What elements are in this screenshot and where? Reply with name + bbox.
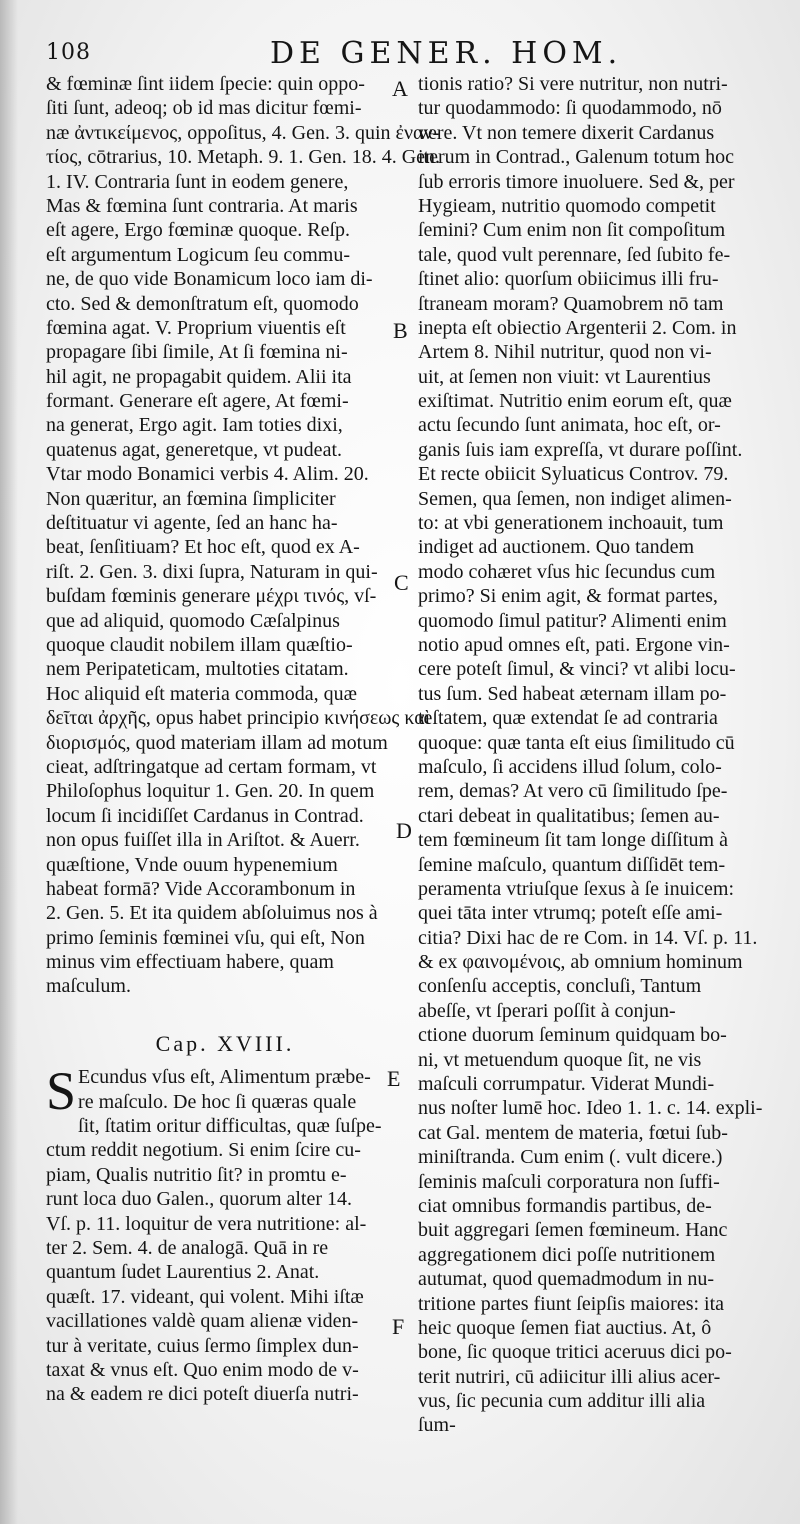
text-line: hil agit, ne propagabit quidem. Alii ita — [46, 365, 352, 388]
text-line: quei tāta inter vtrumq; poteſt eſſe ami- — [418, 902, 723, 925]
text-line: tionis ratio? Si vere nutritur, non nutri- — [418, 73, 728, 95]
text-line: Hoc aliquid eſt materia commoda, quæ — [46, 682, 358, 705]
text-line: na generat, Ergo agit. Iam toties dixi, — [46, 414, 343, 437]
text-line: tale, quod vult perennare, ſed ſubito fe- — [418, 243, 731, 266]
text-line: ni, vt metuendum quoque ſit, ne vis — [418, 1048, 702, 1071]
text-line: vus, ſic pecunia cum additur illi alia — [418, 1390, 706, 1413]
text-line: fœmina agat. V. Proprium viuentis eſt — [46, 316, 346, 339]
text-line: aggregationem dici poſſe nutritionem — [418, 1243, 716, 1266]
text-line: quæſtione, Vnde ouum hypenemium — [46, 853, 338, 876]
text-line: teſtatem, quæ extendat ſe ad contraria — [418, 707, 718, 730]
text-line: notio apud omnes eſt, pati. Ergone vin- — [418, 633, 730, 656]
chapter-opening — [46, 1061, 384, 1122]
text-line: primo? Si enim agit, & format partes, — [418, 585, 718, 608]
text-line: ctione duorum ſeminum quidquam bo- — [418, 1024, 727, 1047]
text-line: ſemini? Cum enim non ſit compoſitum — [418, 219, 726, 242]
text-line: uit, at ſemen non viuit: vt Laurentius — [418, 365, 711, 388]
text-line: 2. Gen. 5. Et ita quidem abſoluimus nos à — [46, 902, 378, 925]
text-line: maſculi corrumpatur. Viderat Mundi- — [418, 1073, 715, 1096]
text-line: beat, ſenſitiuam? Et hoc eſt, quod ex A- — [46, 536, 360, 559]
text-line: tur à veritate, cuius ſermo ſimplex dun- — [46, 1334, 359, 1357]
text-line: cat Gal. mentem de materia, fœtui ſub- — [418, 1121, 728, 1144]
page-header — [40, 32, 780, 72]
text-line: taxat & vnus eſt. Quo enim modo de v- — [46, 1358, 359, 1381]
text-line: quantum ſudet Laurentius 2. Anat. — [46, 1261, 320, 1284]
text-line: conſenſu acceptis, concluſi, Tantum — [418, 975, 702, 998]
text-line: buſdam fœminis generare μέχρι τινός, vſ- — [46, 585, 377, 608]
text-line: terit nutriri, cū adiicitur illi alius acer- — [418, 1365, 721, 1388]
text-line: na & eadem re dici poteſt diuerſa nutri- — [46, 1383, 359, 1406]
text-line: heic quoque ſemen fiat auctius. At, ô — [418, 1316, 712, 1339]
text-line: quoque claudit nobilem illam quæſtio- — [46, 633, 353, 656]
text-line: iterum in Contrad., Galenum totum hoc — [418, 146, 735, 169]
text-line: ſiti ſunt, adeoq; ob id mas dicitur fœmi- — [46, 97, 362, 120]
text-line: vere. Vt non temere dixerit Cardanus — [418, 121, 715, 144]
text-line: locum ſi incidiſſet Cardanus in Contrad. — [46, 804, 364, 827]
text-line: formant. Generare eſt agere, At fœmi- — [46, 390, 349, 413]
text-line: Vſ. p. 11. loquitur de vera nutritione: al- — [46, 1212, 367, 1235]
text-line: quomodo ſimul patitur? Alimenti enim — [418, 609, 727, 632]
text-line: piam, Qualis nutritio ſit? in promtu e- — [46, 1163, 347, 1186]
text-line: minus vim effectiuam habere, quam — [46, 951, 334, 974]
text-line: διορισμός, quod materiam illam ad motum — [46, 731, 388, 754]
text-line: Artem 8. Nihil nutritur, quod non vi- — [418, 341, 712, 364]
text-line: tritione partes fiunt ſeipſis maiores: ita — [418, 1292, 725, 1315]
text-line: citia? Dixi hac de re Com. in 14. Vſ. p. 11. — [418, 926, 758, 949]
text-line: ctum reddit negotium. Si enim ſcire cu- — [46, 1139, 361, 1162]
text-line: eſt argumentum Logicum ſeu commu- — [46, 243, 351, 266]
text-line: Ecundus vſus eſt, Alimentum præbe- — [78, 1066, 371, 1089]
text-line: næ ἀντικείμενος, oppoſitus, 4. Gen. 3. quin ἐναν- — [46, 121, 440, 144]
text-line: cto. Sed & demonſtratum eſt, quomodo — [46, 292, 359, 315]
text-line: Hygieam, nutritio quomodo competit — [418, 194, 716, 217]
text-line: autumat, quod quemadmodum in nu- — [418, 1268, 715, 1291]
margin-marker-a: A — [392, 76, 408, 101]
text-line: non opus fuiſſet illa in Ariſtot. & Auerr. — [46, 829, 360, 852]
text-line: ne, de quo vide Bonamicum loco iam di- — [46, 268, 373, 291]
text-line: actu ſecundo ſunt animata, hoc eſt, or- — [418, 414, 721, 437]
margin-marker-e: E — [387, 1066, 401, 1091]
text-line: rem, demas? At vero cū ſimilitudo ſpe- — [418, 780, 728, 803]
drop-cap: S — [46, 1061, 77, 1122]
left-column — [46, 72, 441, 1407]
text-line: ſit, ſtatim oritur difficultas, quæ ſuſpe- — [78, 1115, 382, 1138]
text-line: runt loca duo Galen., quorum alter 14. — [46, 1188, 353, 1211]
text-line: nem Peripateticam, multoties citatam. — [46, 658, 349, 681]
text-line: primo ſeminis fœminei vſu, qui eſt, Non — [46, 926, 365, 949]
text-line: Philoſophus loquitur 1. Gen. 20. In quem — [46, 780, 375, 803]
text-line: maſculum. — [46, 975, 131, 998]
text-line: 1. IV. Contraria ſunt in eodem genere, — [46, 170, 349, 193]
text-line: re maſculo. De hoc ſi quæras quale — [78, 1090, 357, 1113]
text-line: tur quodammodo: ſi quodammodo, nō — [418, 97, 722, 120]
text-line: eſt agere, Ergo fœminæ quoque. Reſp. — [46, 219, 351, 242]
chapter-title: Cap. XVIII. — [155, 1031, 295, 1057]
text-line: Semen, qua ſemen, non indiget alimen- — [418, 487, 732, 510]
text-line: ſeminis maſculi corporatura non ſuffi- — [418, 1170, 720, 1193]
text-line: ter 2. Sem. 4. de analogā. Quā in re — [46, 1236, 329, 1259]
text-line: ciat omnibus formandis partibus, de- — [418, 1194, 712, 1217]
text-line: Vtar modo Bonamici verbis 4. Alim. 20. — [46, 463, 369, 486]
text-line: quæſt. 17. videant, qui volent. Mihi iſtæ — [46, 1285, 364, 1308]
text-line: abeſſe, vt ſperari poſſit à conjun- — [418, 999, 676, 1022]
margin-marker-c: C — [394, 570, 409, 595]
text-line: cieat, adſtringatque ad certam formam, vt — [46, 755, 377, 778]
text-line: deſtituatur vi agente, ſed an hanc ha- — [46, 512, 338, 535]
text-line: miniſtranda. Cum enim (. vult dicere.) — [418, 1146, 723, 1169]
text-line: & ex φαινομένοις, ab omnium hominum — [418, 951, 743, 974]
text-line: ſum- — [418, 1414, 456, 1437]
text-line: tus ſum. Sed habeat æternam illam po- — [418, 682, 727, 705]
margin-marker-b: B — [393, 318, 408, 343]
text-line: nus noſter lumē hoc. Ideo 1. 1. c. 14. expli- — [418, 1097, 763, 1120]
text-line: τίος, cōtrarius, 10. Metaph. 9. 1. Gen. 18. 4. Gen. — [46, 146, 441, 169]
text-line: ſub erroris timore inuoluere. Sed &, per — [418, 170, 735, 193]
text-line: cere poteſt ſimul, & vinci? vt alibi locu- — [418, 658, 736, 681]
text-line: indiget ad auctionem. Quo tandem — [418, 536, 695, 559]
text-line: maſculo, ſi accidens illud ſolum, colo- — [418, 755, 722, 778]
text-line: peramenta vtriuſque ſexus à ſe inuicem: — [418, 877, 734, 900]
text-line: Non quæritur, an fœmina ſimpliciter — [46, 487, 336, 510]
margin-marker-d: D — [396, 818, 412, 843]
text-line: propagare ſibi ſimile, At ſi fœmina ni- — [46, 341, 348, 364]
text-line: Mas & fœmina ſunt contraria. At maris — [46, 194, 358, 217]
text-line: que ad aliquid, quomodo Cæſalpinus — [46, 609, 340, 632]
text-line: δεῖται ἀρχῆς, opus habet principio κινήσεως καὶ — [46, 707, 431, 730]
text-line: vacillationes valdè quam alienæ viden- — [46, 1310, 359, 1333]
text-line: buit aggregari ſemen fœmineum. Hanc — [418, 1219, 728, 1242]
running-head: DE GENER. HOM. — [270, 36, 623, 71]
page-number: 108 — [46, 40, 91, 65]
right-column — [418, 72, 763, 1438]
text-line: tem fœmineum ſit tam longe diſſitum à — [418, 829, 728, 852]
text-line: ſtraneam moram? Quamobrem nō tam — [418, 292, 724, 315]
text-line: ganis ſuis iam expreſſa, vt durare poſſint. — [418, 438, 743, 461]
text-line: ſemine maſculo, quantum diſſidēt tem- — [418, 853, 726, 876]
text-line: exiſtimat. Nutritio enim eorum eſt, quæ — [418, 390, 732, 413]
text-line: to: at vbi generationem inchoauit, tum — [418, 512, 724, 535]
text-line: bone, ſic quoque tritici aceruus dici po- — [418, 1341, 732, 1364]
gutter-shadow — [0, 0, 18, 1524]
text-line: & fœminæ ſint iidem ſpecie: quin oppo- — [46, 73, 365, 95]
text-line: habeat formā? Vide Accorambonum in — [46, 877, 356, 900]
text-line: ſtinet alio: quorſum obiicimus illi fru- — [418, 268, 719, 291]
text-line: quatenus agat, generetque, vt pudeat. — [46, 438, 342, 461]
text-line: inepta eſt obiectio Argenterii 2. Com. in — [418, 316, 737, 339]
margin-marker-f: F — [392, 1314, 405, 1339]
text-line: quoque: quæ tanta eſt eius ſimilitudo cū — [418, 731, 735, 754]
spacer — [46, 999, 384, 1023]
text-line: riſt. 2. Gen. 3. dixi ſupra, Naturam in qui- — [46, 560, 378, 583]
text-line: ctari debeat in qualitatibus; ſemen au- — [418, 804, 720, 827]
text-line: modo cohæret vſus hic ſecundus cum — [418, 560, 716, 583]
text-line: Et recte obiicit Syluaticus Controv. 79. — [418, 463, 729, 486]
